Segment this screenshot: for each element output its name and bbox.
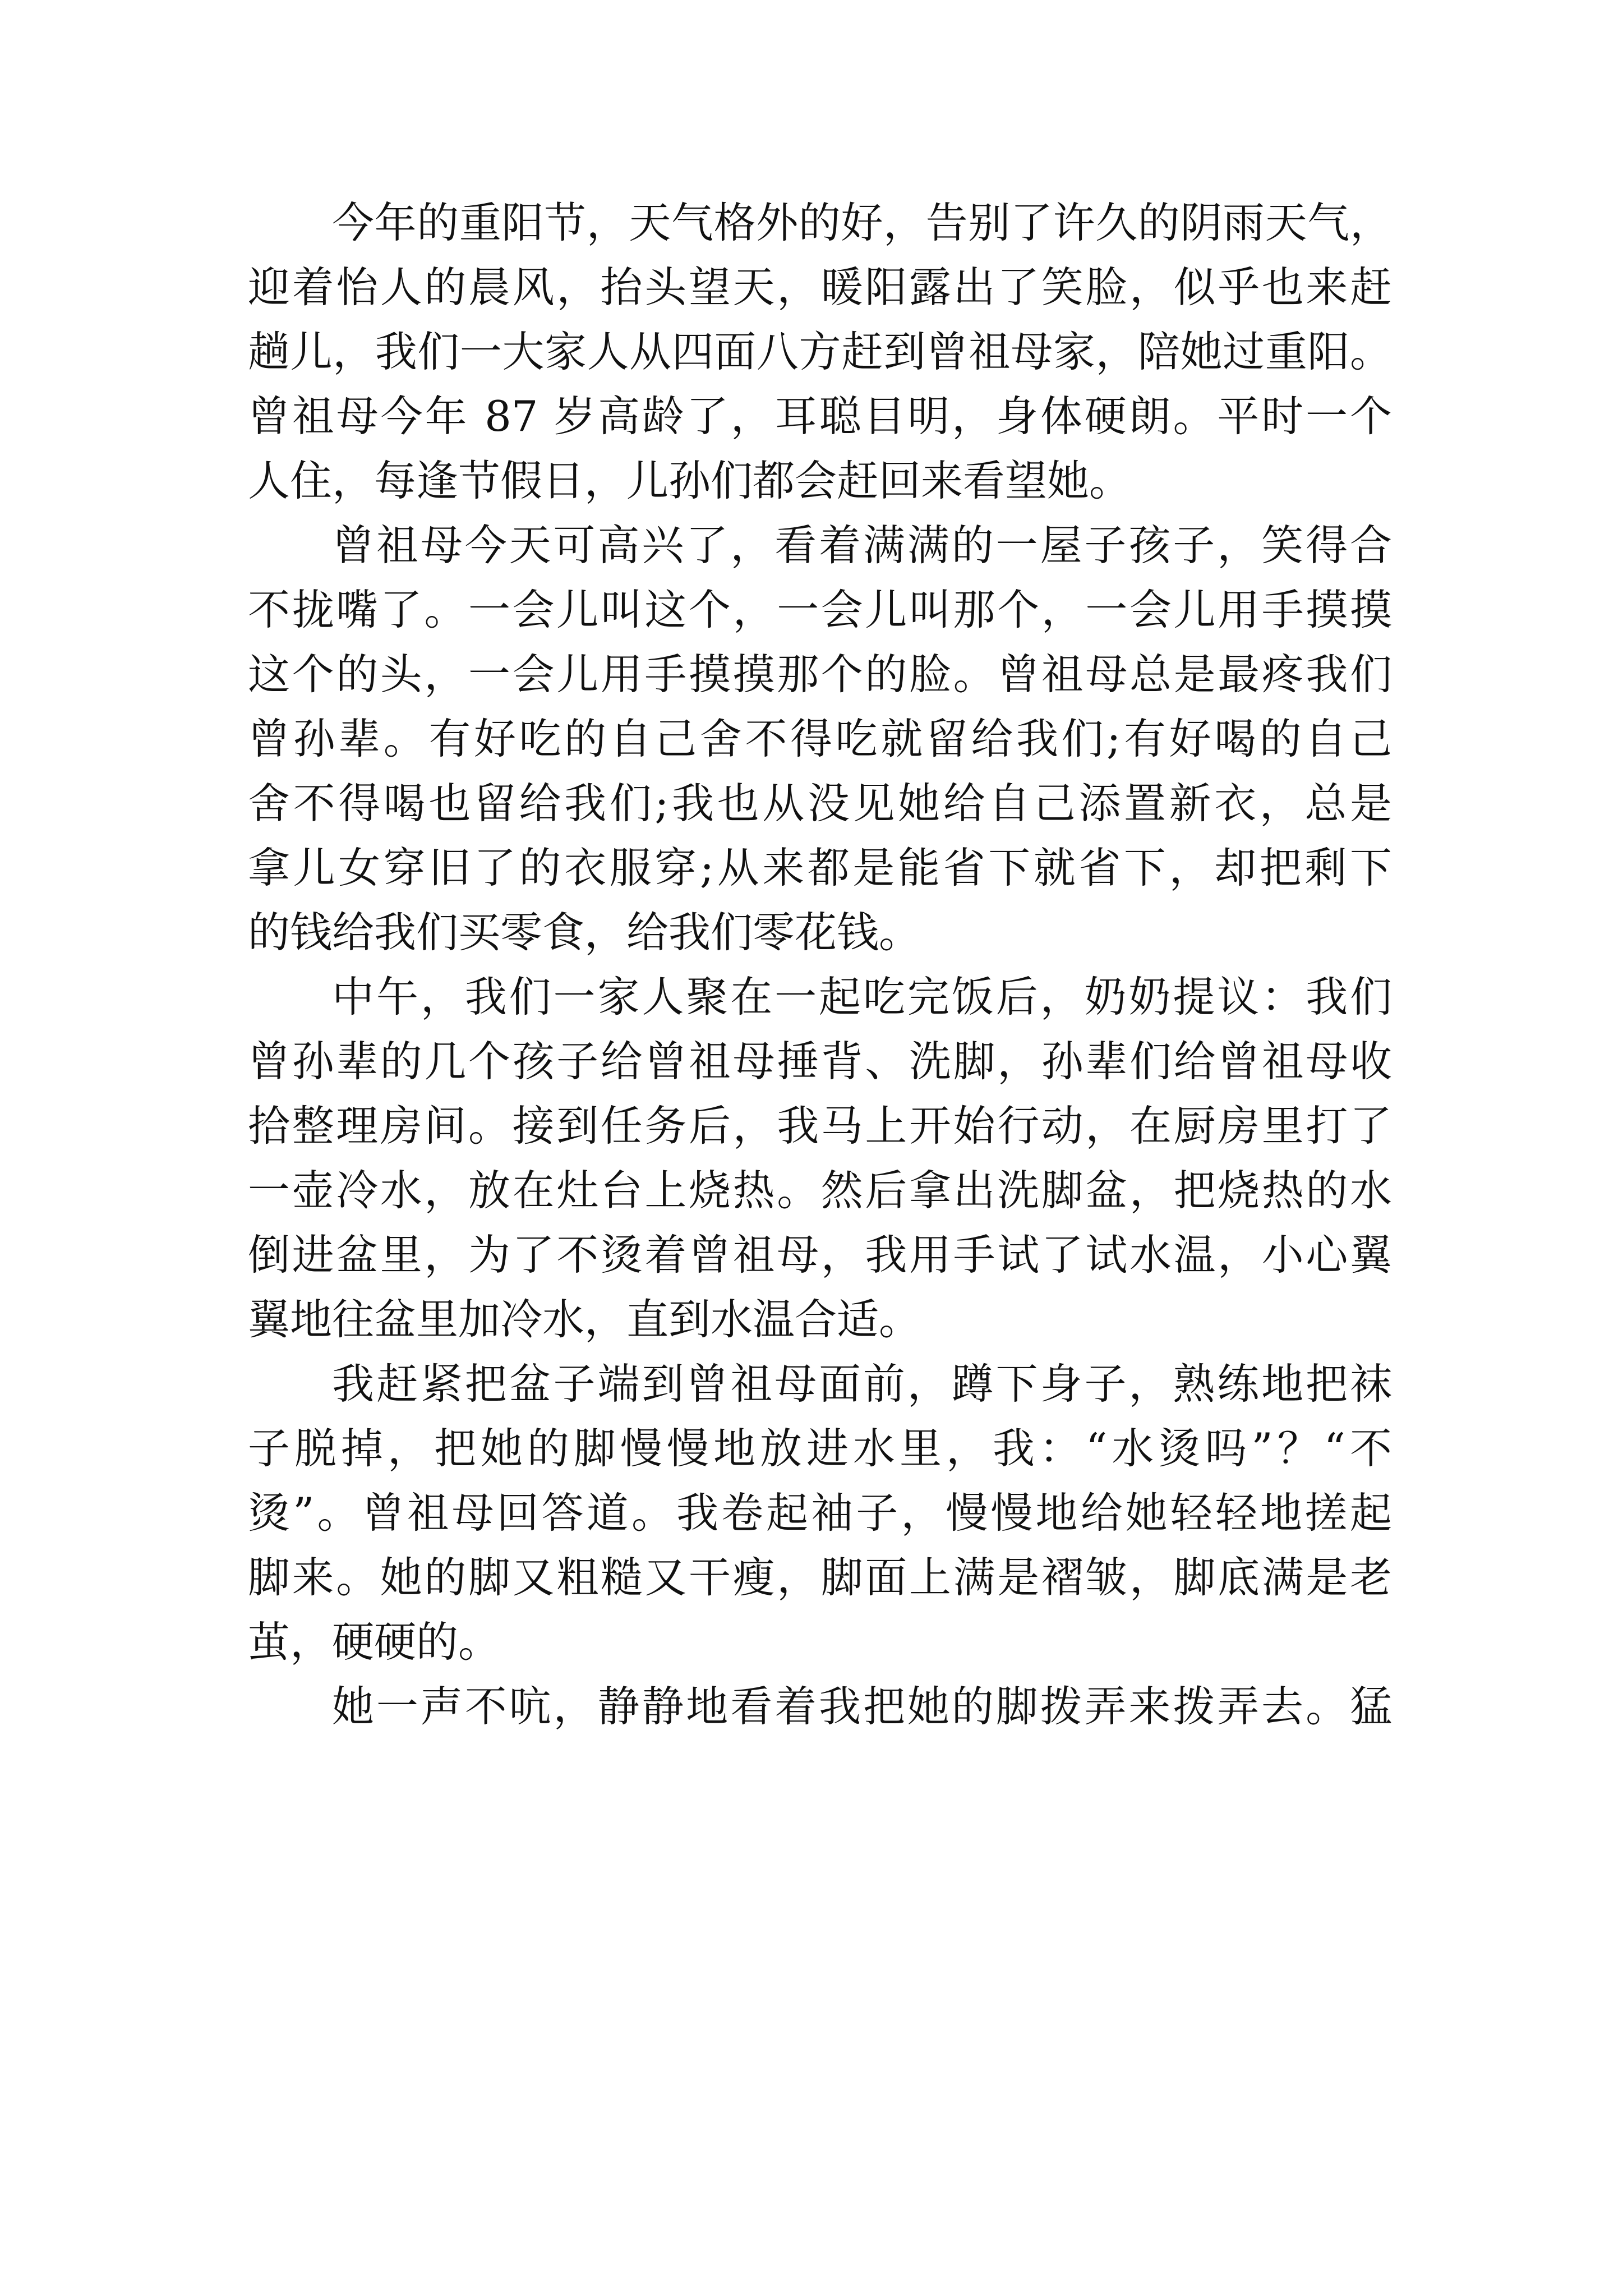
text-line: 不拢嘴了。一会儿叫这个，一会儿叫那个，一会儿用手摸摸 <box>248 585 1392 634</box>
text-line: 拾整理房间。接到任务后，我马上开始行动，在厨房里打了 <box>248 1101 1392 1151</box>
paragraph-5 <box>248 1674 1392 1739</box>
text-line: 倒进盆里，为了不烫着曾祖母，我用手试了试水温，小心翼 <box>248 1230 1392 1280</box>
text-line: 人住，每逢节假日，儿孙们都会赶回来看望她。 <box>248 456 1132 505</box>
article-body <box>248 191 1392 1739</box>
text-line: 拿儿女穿旧了的衣服穿;从来都是能省下就省下，却把剩下 <box>248 843 1392 892</box>
text-line: 今年的重阳节，天气格外的好，告别了许久的阴雨天气， <box>332 198 1392 247</box>
text-line: 的钱给我们买零食，给我们零花钱。 <box>248 908 921 957</box>
text-line: 中午，我们一家人聚在一起吃完饭后，奶奶提议：我们 <box>332 972 1392 1022</box>
text-line: 曾祖母今年 87 岁高龄了，耳聪目明，身体硬朗。平时一个 <box>248 392 1392 441</box>
text-line: 我赶紧把盆子端到曾祖母面前，蹲下身子，熟练地把袜 <box>332 1359 1392 1409</box>
paragraph-4 <box>248 1352 1392 1674</box>
paragraph-1 <box>248 191 1392 513</box>
text-line: 翼地往盆里加冷水，直到水温合适。 <box>248 1295 921 1344</box>
text-line: 茧，硬硬的。 <box>248 1617 501 1667</box>
text-line: 趟儿，我们一大家人从四面八方赶到曾祖母家，陪她过重阳。 <box>248 327 1392 376</box>
text-line: 迎着怡人的晨风，抬头望天，暖阳露出了笑脸，似乎也来赶 <box>248 263 1392 312</box>
text-line: 脚来。她的脚又粗糙又干瘦，脚面上满是褶皱，脚底满是老 <box>248 1553 1392 1602</box>
paragraph-3 <box>248 965 1392 1352</box>
text-line: 这个的头，一会儿用手摸摸那个的脸。曾祖母总是最疼我们 <box>248 650 1392 699</box>
text-line: 她一声不吭，静静地看着我把她的脚拨弄来拨弄去。猛 <box>332 1682 1392 1731</box>
text-line: 舍不得喝也留给我们;我也从没见她给自己添置新衣，总是 <box>248 779 1392 828</box>
paragraph-2 <box>248 513 1392 965</box>
text-line: 子脱掉，把她的脚慢慢地放进水里，我：“水烫吗”？“不 <box>248 1424 1392 1473</box>
text-line: 曾孙辈。有好吃的自己舍不得吃就留给我们;有好喝的自己 <box>248 714 1392 763</box>
text-line: 曾祖母今天可高兴了，看着满满的一屋子孩子，笑得合 <box>332 521 1392 570</box>
text-line: 一壶冷水，放在灶台上烧热。然后拿出洗脚盆，把烧热的水 <box>248 1166 1392 1215</box>
text-line: 曾孙辈的几个孩子给曾祖母捶背、洗脚，孙辈们给曾祖母收 <box>248 1037 1392 1086</box>
text-line: 烫”。曾祖母回答道。我卷起袖子，慢慢地给她轻轻地搓起 <box>248 1488 1392 1538</box>
